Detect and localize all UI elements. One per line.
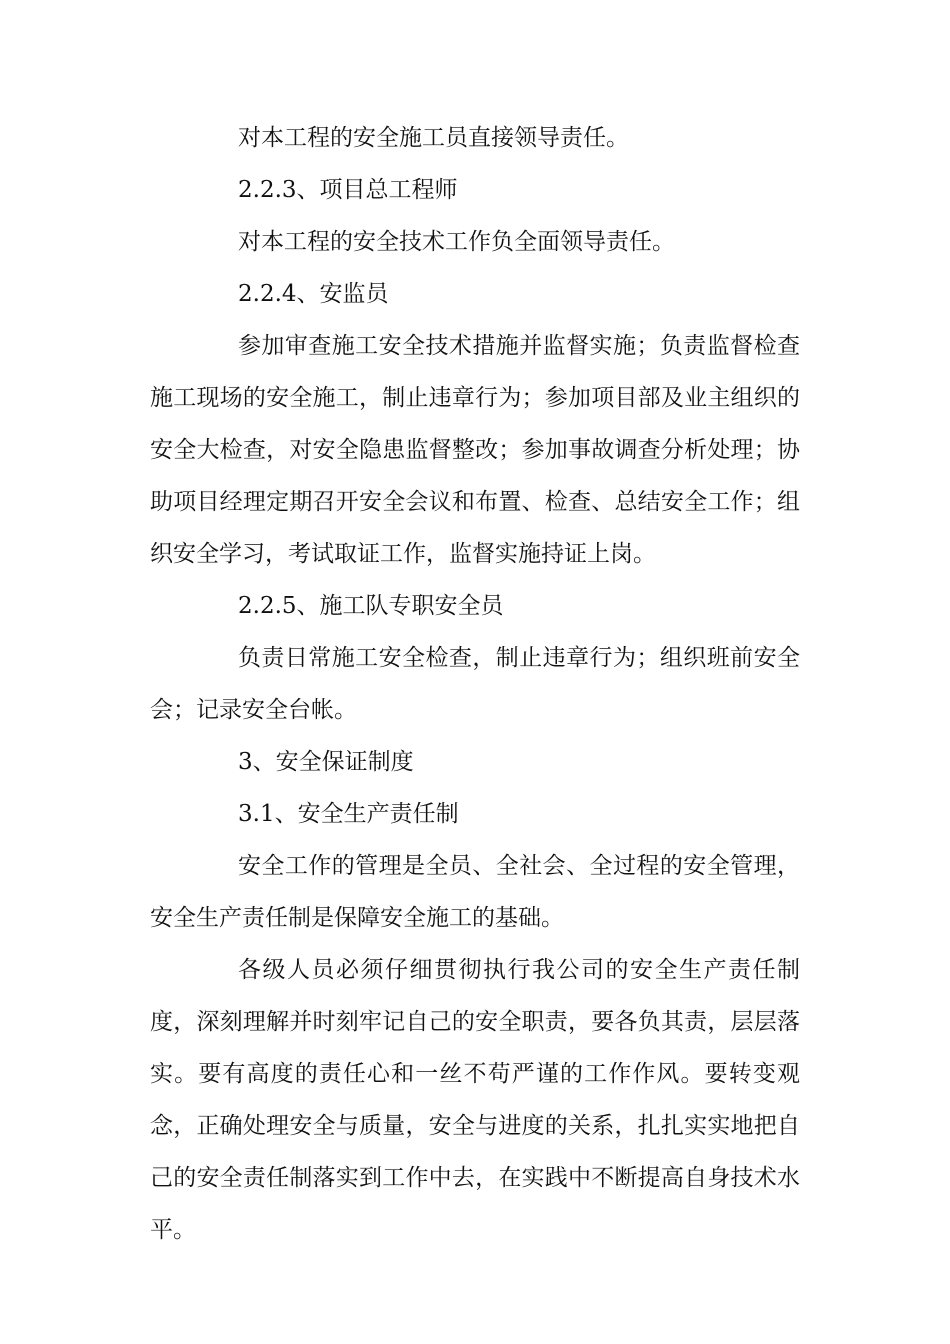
section-heading-2-2-5: 2.2.5、施工队专职安全员	[238, 593, 504, 619]
section-heading-3-1: 3.1、安全生产责任制	[238, 801, 459, 827]
paragraph-body: 参加审查施工安全技术措施并监督实施；负责监督检查施工现场的安全施工，制止违章行为；参加项目部及业主组织的安全大检查，对安全隐患监督整改；参加事故调查分析处理；协助项目经理定期召开安全会议和布置、检查、总结安全工作；组织安全学习，考试取证工作，监督实施持证上岗。	[150, 333, 800, 567]
paragraph-body: 对本工程的安全施工员直接领导责任。	[238, 125, 629, 151]
section-heading-2-2-4: 2.2.4、安监员	[238, 281, 389, 307]
paragraph-body: 对本工程的安全技术工作负全面领导责任。	[238, 229, 675, 255]
paragraph-body: 各级人员必须仔细贯彻执行我公司的安全生产责任制度，深刻理解并时刻牢记自己的安全职责，要各负其责，层层落实。要有高度的责任心和一丝不苟严谨的工作作风。要转变观念，正确处理安全与质量，安全与进度的关系，扎扎实实地把自己的安全责任制落实到工作中去，在实践中不断提高自身技术水平。	[150, 957, 800, 1243]
section-heading-2-2-3: 2.2.3、项目总工程师	[238, 177, 458, 203]
document-body	[150, 112, 800, 1256]
paragraph-body: 安全工作的管理是全员、全社会、全过程的安全管理，安全生产责任制是保障安全施工的基础。	[150, 853, 800, 931]
paragraph-body: 负责日常施工安全检查，制止违章行为；组织班前安全会；记录安全台帐。	[150, 645, 800, 723]
section-heading-3: 3、安全保证制度	[238, 749, 414, 775]
